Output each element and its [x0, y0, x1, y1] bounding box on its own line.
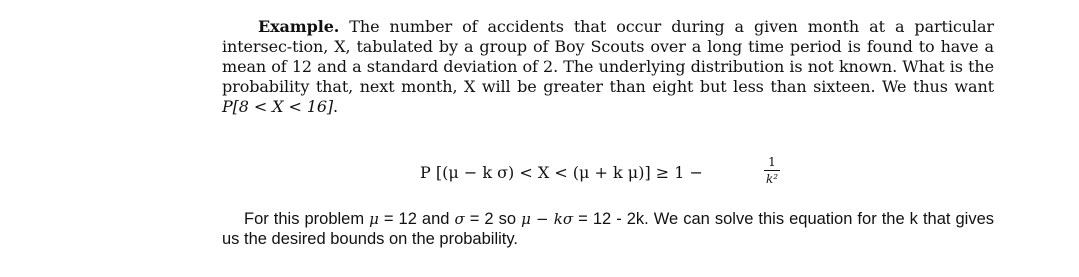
fraction-numerator: 1	[768, 155, 776, 169]
explanation-paragraph	[222, 209, 994, 249]
example-paragraph	[222, 17, 994, 117]
explanation-part1: For this problem	[244, 210, 370, 228]
probability-expression: P[8 < X < 16]	[222, 97, 334, 116]
end-punctuation: .	[333, 97, 339, 116]
sigma-symbol: σ	[454, 210, 465, 228]
chebyshev-formula	[420, 155, 810, 195]
explanation-part2: = 12 and	[378, 210, 455, 228]
example-body: The number of accidents that occur during a given month at a particular intersec-tion, X, tabulated by a group of Boy Scouts over a long time period is found to have a mean of 12 and a standard deviation of 2. The underlying distribution is not known. What is the probability that, next month, X will be greater than eight but less than sixteen. We thus want	[222, 17, 994, 96]
fraction-bar	[764, 170, 780, 171]
fraction-denominator: k²	[765, 172, 779, 186]
explanation-part3: = 2 so	[464, 210, 522, 228]
example-heading: Example.	[258, 17, 340, 36]
bound-expression: μ − kσ	[521, 210, 574, 228]
explanation-part4: = 12 - 2k. We can solve this equation for the k that gives us the desired bounds on the probability.	[222, 210, 995, 248]
mu-symbol: μ	[369, 210, 379, 228]
formula-fraction	[764, 155, 780, 186]
formula-lhs: P [(μ − k σ) < X < (μ + k μ)] ≥ 1 −	[420, 163, 703, 182]
